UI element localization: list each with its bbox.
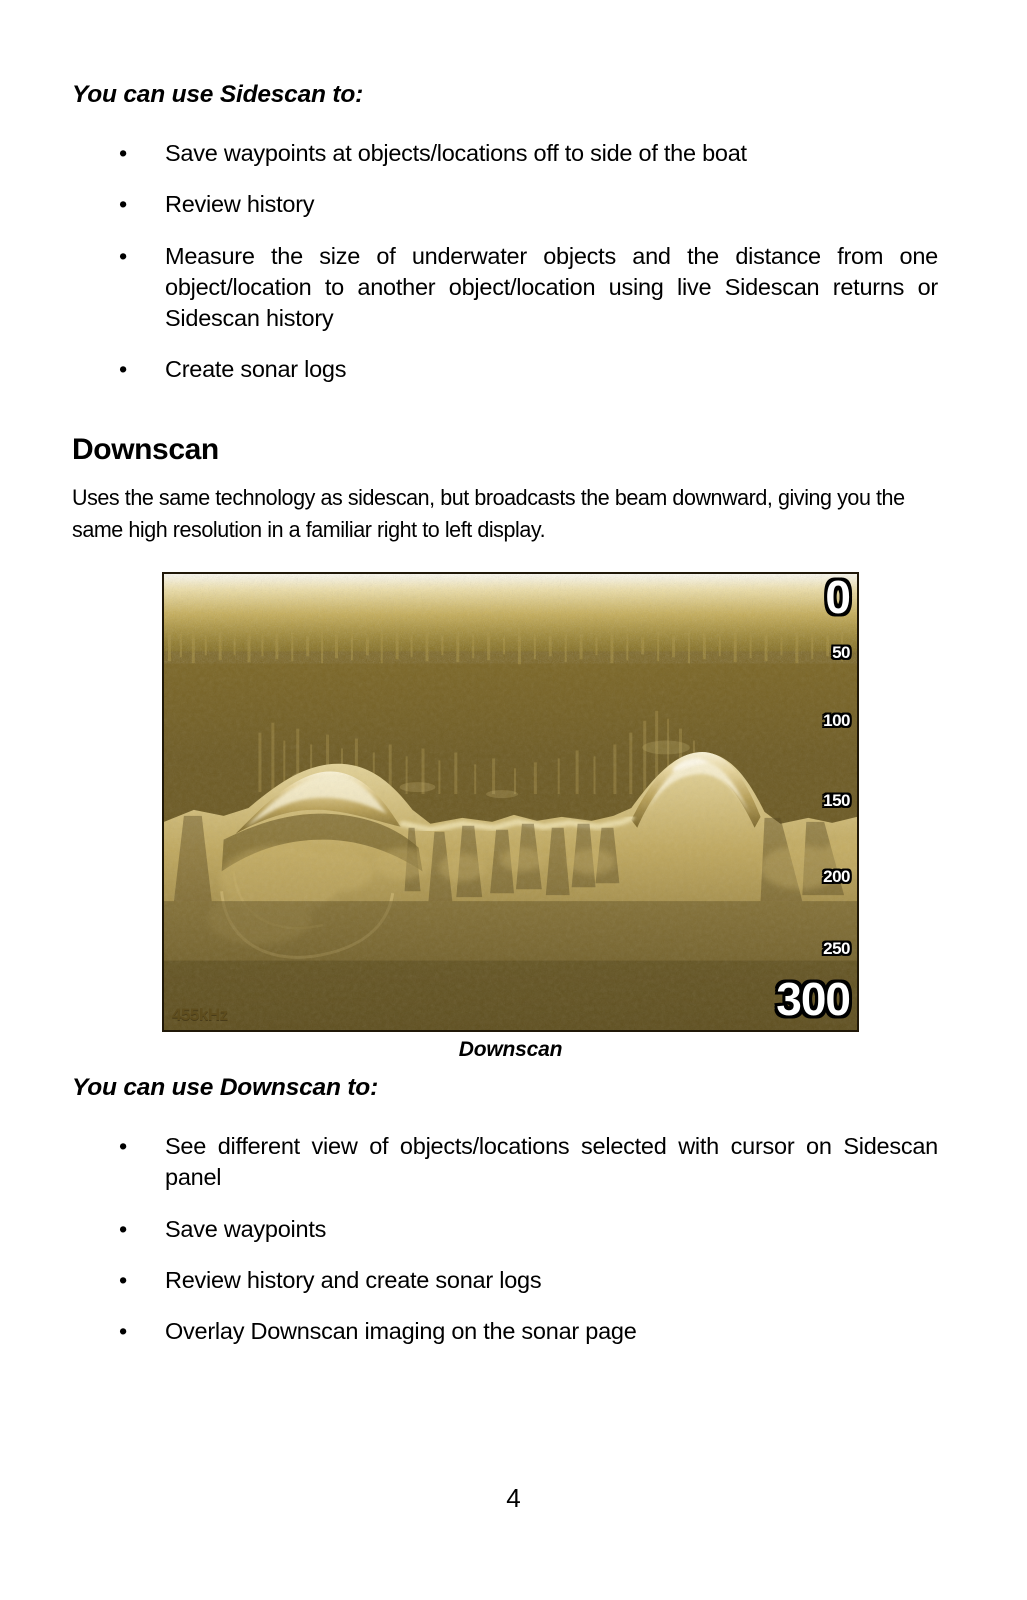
bullet-marker-icon: • (119, 242, 127, 269)
downscan-paragraph-wrap (72, 482, 952, 546)
list-item (72, 1131, 938, 1194)
list-item (72, 1316, 938, 1347)
list-item-text: See different view of objects/locations selected with cursor on Sidescan panel (165, 1133, 938, 1191)
depth-label-50: 50 (832, 643, 850, 662)
depth-label-300: 300 (776, 973, 850, 1025)
list-item-text: Save waypoints at objects/locations off to side of the boat (165, 140, 747, 166)
list-item (72, 1265, 938, 1296)
bullet-marker-icon: • (119, 140, 127, 166)
bullet-marker-icon: • (119, 1266, 127, 1293)
page-title: Downscan (72, 433, 219, 466)
list-item-text: Review history (165, 191, 315, 218)
page-number: 4 (506, 1483, 521, 1513)
downscan-lead-in-heading (72, 1073, 378, 1112)
bullet-marker-icon: • (119, 1133, 127, 1159)
downscan-lead-in-text: You can use Downscan to: (72, 1074, 379, 1101)
depth-label-150: 150 (823, 791, 850, 810)
sonar-sonogram-graphic (164, 574, 857, 1030)
downscan-figure (162, 572, 859, 1061)
sidescan-bullet-list (72, 138, 938, 406)
list-item (72, 1214, 938, 1245)
list-item-text: Create sonar logs (165, 356, 347, 383)
frequency-label: 455kHz (172, 1005, 228, 1024)
depth-label-100: 100 (823, 711, 850, 730)
list-item-text: Review history and create sonar logs (165, 1266, 542, 1293)
downscan-description-text: Uses the same technology as sidescan, but broadcasts the beam downward, giving you the same high resolution in a familiar right to left display. (72, 485, 905, 542)
sidescan-lead-in-text: You can use Sidescan to: (72, 81, 364, 108)
depth-label-200: 200 (823, 867, 850, 886)
sidescan-lead-in-heading (72, 80, 363, 119)
list-item-text: Measure the size of underwater objects and the distance from one object/location to another object/location using live Sidescan returns or Sidescan history (165, 242, 938, 331)
list-item (72, 189, 938, 220)
depth-label-250: 250 (823, 939, 850, 958)
downscan-bullet-list (72, 1131, 938, 1367)
list-item (72, 138, 938, 169)
bullet-marker-icon: • (119, 1215, 127, 1242)
downscan-section-heading-wrap (72, 432, 219, 468)
list-item (72, 241, 938, 335)
bullet-marker-icon: • (119, 1318, 127, 1344)
list-item (72, 354, 938, 385)
bullet-marker-icon: • (119, 191, 127, 218)
list-item-text: Overlay Downscan imaging on the sonar page (165, 1318, 637, 1344)
bullet-marker-icon: • (119, 356, 127, 383)
sonar-display-image (162, 572, 859, 1032)
figure-caption: Downscan (458, 1038, 563, 1061)
depth-label-0: 0 (825, 572, 850, 623)
list-item-text: Save waypoints (165, 1215, 327, 1242)
